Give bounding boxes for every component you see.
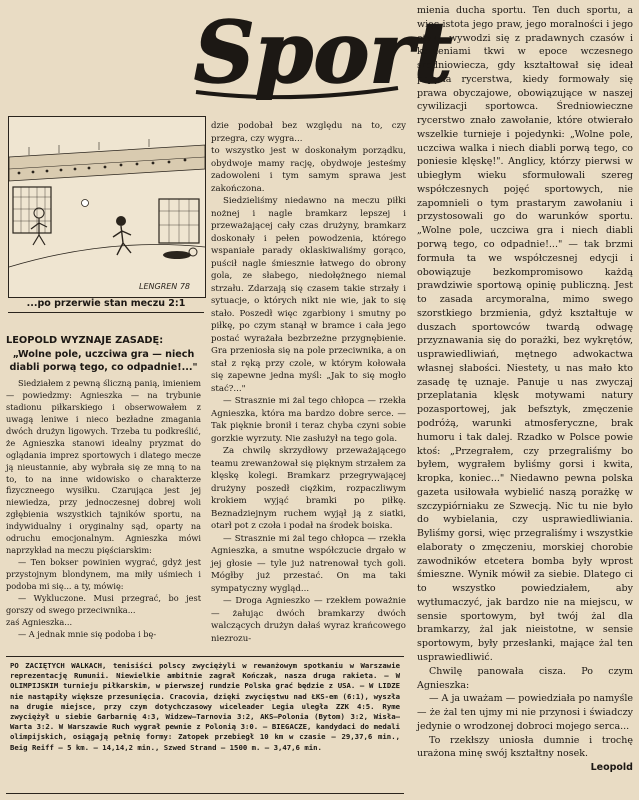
paragraph: mienia ducha sportu. Ten duch sportu, a więc istota jego praw, jego moralności i jego etyki, wywodzi się z pradawnych czasów i korzeniami tkwi w epoce wczesnego średniowiecza, gdy kształtował się ideał pojęcia rycerstwa, kiedy formowały się prawa obyczajowe, obowiązujące w naszej cywilizacji sportowca. Średniowieczne rycerstwo znało zawołanie, które otwierało wszelkie turnieje i pojedynki: „Wolne pole, uczciwa walka i niech diabli porwą tego, co poniesie klęskę!". Anglicy, którzy pierwsi w ubiegłym wieku sformułowali szereg współczesnych pojęć sportowych, nie zapomnieli o tym prastarym zawołaniu i przystosowali go do warunków sportu. „Wolne pole, uczciwa gra i niech diabli porwą tego, co odpadnie!..." — tak brzmi formuła ta we współczesnej edycji i obowiązuje bezkompromisowo każdą prawdziwie sportową opinię publiczną. Jest to zasada arcymoralna, mimo swego szorstkiego brzmienia, gdyż kształtuje w duszach sportowców twardą odwagę przyznawania się do porażki, bez wykrętów, usprawiedliwiań, mętnego adwokactwa własnej słabości. Niestety, u nas mało kto zasadę tę uznaje. Panuje u nas zwyczaj przeplatania klęsk motywami natury pozasportowej, jak befsztyk, zmęczenie podróżą, warunki atmosferyczne, brak humoru i tak dalej. Rzadko w Polsce powie ktoś: „Przegrałem, czy przegraliśmy bo byłem, wygrałem byliśmy gorsi i kwita, kropka, koniec..." Niedawno pewna polska gazeta usiłowała wybielić naszą porażkę w szczypiórniaku ze Szwecją. Nic tu nie było do wybielania, czy usprawiedliwiania. Byliśmy gorsi, więc przegraliśmy i wszystkie elaboraty o zmęczeniu, morskiej chorobie zawodników etcetera bomba były wprost śmieszne. Wynik mówił za siebie. Dlatego ci to wszystko powiedziałem, aby wytłumaczyć, jak bardzo nie na miejscu, w sensie sportowym, był twój żal dla bramkarzy, żal jak nieistotne, w sensie sportowym, były przesłanki, mające żal ten usprawiedliwić. [417, 5, 633, 663]
paragraph: Siedzieliśmy niedawno na meczu piłki nożnej i nagle bramkarz lepszej i przeważającej cały czas drużyny, bramkarz doskonały i pełen powodzenia, którego wspaniałe parady oklaskiwaliśmy gorąco, puścił nagle śmiesznie łatwego do obrony gola, ze słabego, niedołężnego niemal strzału. Zdarzają się czasem takie strzały i sytuacje, o których nikt nie wie, jak to się stało. Poszedł więc zgarbiony i smutny po piłkę, po czym stanął w bramce i cała jego postać wyrażała bezbrzeżne przygnębienie. Gra przeniosła się na pole przeciwnika, a on stał z ręką przy czole, w którym kołowała się zapewne jedna myśl: „Jak to się mogło stać?..." [211, 196, 406, 394]
paragraph: Siedziałem z pewną śliczną panią, imieniem — powiedzmy: Agnieszka — na trybunie stadionu piłkarskiego i obserwowałem z uwagą leniwe i nieco bezładne zmagania dwóch drużyn ligowych. Trzeba tu podkreślić, że Agnieszka stanowi idealny pryzmat do oglądania imprez sportowych i dlatego mecze ją nieustannie, aby wybrała się ze mną to na to, to na inne widowisko o charakterze fizyczneego wysiłku. Czarująca jest jej niewiedza, przy jednoczesnej dobrej woli zgłębienia wszystkich tajników sportu, na indywidualny i oryginalny sąd, oparty na odruchu emocjonalnym. Agnieszka mówi naprzykład na meczu pięściarskim: [6, 378, 201, 556]
paragraph: — A ja uważam — powiedziała po namyśle — że żal ten ujmy mi nie przynosi i świadczy jedynie o wrodzonej dobroci mojego serca... [417, 693, 633, 732]
paragraph: — Strasznie mi żal tego chłopca — rzekła Agnieszka, a smutne współczucie drgało w jej głosie — tyle już natrenował tych goli. Mógłby już przestać. On ma taki sympatyczny wygląd... [211, 533, 406, 594]
paragraph: — Ten bokser powinien wygrać, gdyż jest przystojnym blondynem, ma miły uśmiech i podoba mi się... a ty, mówię: [6, 557, 201, 591]
article-column-1 [6, 334, 201, 641]
news-brief-box [6, 656, 404, 794]
article-column-2 [211, 120, 406, 645]
article-headline: LEOPOLD WYZNAJE ZASADĘ: [6, 335, 164, 346]
caption-rule [8, 312, 204, 313]
paragraph: — Droga Agnieszko — rzekłem poważnie — żałując dwóch bramkarzy dwóch walczących drużyn dałaś wyraz krańcowego niezrozu- [211, 596, 406, 644]
paragraph: Chwilę panowała cisza. Po czym Agnieszka: [417, 665, 633, 691]
news-brief-text: PO ZACIĘTYCH WALKACH, tenisiści polscy zwyciężyli w rewanżowym spotkaniu w Warszawie reprezentację Rumunii. Niewielkie ambitnie zagrał Kończak, nasza druga rakieta. — W OLIMPIJSKIM turnieju piłkarskim, w pierwszej rundzie Polska grać będzie z USA. — W LIDZE nie nastąpiły większe przesunięcia. Cracovia, dzięki zwycięstwu nad ŁKS-em (6:1), wyszła na drugie miejsce, przy czym dotychczasowy wiceleader Legia uległa ZZK 4:5. Ryme zwyciężył u siebie Garbarnię 4:3, Widzew—Tarnovia 3:2, AKS—Polonia (Bytom) 3:2, Wisła—Warta 3:2. W Warszawie Ruch wygrał pewnie z Polonią 3:0. — BIEGACZE, kandydaci do medali olimpijskich, osiągają pełnię formy: Zatopek przebiegł 10 km w czasie — 29,37,6 min., Beig Reiff — 5 km. — 14,14,2 min., Szwed Strand — 1500 m. — 3,47,6 min. [10, 661, 400, 752]
sport-title-lettering [188, 3, 453, 108]
article-signature: Leopold [590, 762, 633, 774]
paragraph: To rzekłszy uniosła dumnie i trochę urażona minę swój kształtny nosek. [417, 734, 633, 760]
section-masthead [188, 3, 453, 108]
cartoon-caption: ...po przerwie stan meczu 2:1 [26, 298, 186, 309]
paragraph: — Wykluczone. Musi przegrać, bo jest gorszy od swego przeciwnika... [6, 592, 201, 615]
article-subhead: „Wolne pole, uczciwa gra — niech diabli porwą tego, co odpadnie!..." [9, 349, 198, 373]
paragraph: to wszystko jest w doskonałym porządku, obydwoje mamy rację, obydwoje jesteśmy zadowoleni i tym samym sprawa jest zakończona. [211, 146, 406, 194]
paragraph: — A jednak mnie się podoba i bę- [18, 628, 157, 639]
article-column-3 [417, 4, 633, 775]
paragraph: — Strasznie mi żal tego chłopca — rzekła Agnieszka, która ma bardzo dobre serce. — Tak pięknie bronił i teraz chyba czyni sobie gorzkie wyrzuty. Nie zasłużył na tego gola. [211, 396, 406, 444]
paragraph: zaś Agnieszka... [6, 616, 73, 627]
paragraph: Za chwilę skrzydłowy przeważającego teamu zrewanżował się pięknym strzałem za klęskę kolegi. Bramkarz przegrywającej drużyny poszedł ciężkim, rozpaczliwym krokiem wyjąć bramki po piłkę. Beznadziejnym ruchem wyjął ją z siatki, otarł pot z czoła i podał na środek boiska. [211, 446, 406, 531]
cartoon-signature: LENGREN 78 [139, 282, 191, 291]
football-cartoon-drawing [9, 117, 205, 297]
masthead-title: Sport [194, 3, 453, 102]
paragraph: dzie podobał bez względu na to, czy przegra, czy wygra... [211, 121, 406, 144]
cartoon-illustration [8, 116, 206, 298]
